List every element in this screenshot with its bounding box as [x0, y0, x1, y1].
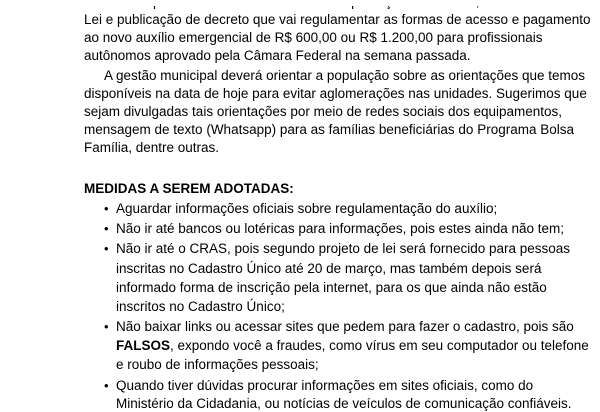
list-item-line: informado forma de inscrição pela internet, para os que ainda não estão: [116, 280, 547, 295]
paragraph-line: disponíveis na data de hoje para evitar aglomerações nas unidades. Sugerimos que: [84, 86, 587, 101]
paragraph-line: Família, dentre outras.: [84, 140, 220, 155]
bullet-icon: •: [104, 378, 109, 393]
list-item-line: Quando tiver dúvidas procurar informações em sites oficiais, como do: [116, 378, 534, 393]
list-item-line: FALSOS, expondo você a fraudes, como vírus em seu computador ou telefone: [116, 338, 589, 353]
paragraph-line: A gestão municipal deverá orientar a população sobre as orientações que temos: [104, 68, 586, 83]
bullet-icon: •: [104, 319, 109, 334]
list-item-line: Não baixar links ou acessar sites que pedem para fazer o cadastro, pois são: [116, 319, 574, 334]
emphasis-text: FALSOS: [116, 338, 171, 353]
bullet-icon: •: [104, 221, 109, 236]
paragraph-line: sejam divulgadas tais orientações por meio de redes sociais dos equipamentos,: [84, 104, 563, 119]
list-item-line: e roubo de informações pessoais;: [116, 357, 319, 372]
list-item-line: inscritas no Cadastro Único até 20 de março, mas também depois será: [116, 261, 542, 276]
list-item-line: inscritos no Cadastro Único;: [116, 299, 285, 314]
bullet-icon: •: [104, 241, 109, 256]
list-item-line: Ministério da Cidadania, ou notícias de veículos de comunicação confiáveis.: [116, 396, 572, 411]
paragraph-line: Lei e publicação de decreto que vai regulamentar as formas de acesso e pagamento: [84, 12, 591, 27]
list-item-line: Aguardar informações oficiais sobre regulamentação do auxílio;: [116, 201, 498, 216]
bullet-icon: •: [104, 201, 109, 216]
section-heading: MEDIDAS A SEREM ADOTADAS:: [84, 181, 294, 196]
page-top-edge: [0, 0, 600, 6]
paragraph-line: ao novo auxílio emergencial de R$ 600,00 ou R$ 1.200,00 para profissionais: [84, 30, 543, 45]
paragraph-line: mensagem de texto (Whatsapp) para as famílias beneficiárias do Programa Bolsa: [84, 122, 574, 137]
list-item-line: Não ir até bancos ou lotéricas para informações, pois estes ainda não tem;: [116, 221, 564, 236]
list-item-line: Não ir até o CRAS, pois segundo projeto de lei será fornecido para pessoas: [116, 241, 571, 256]
paragraph-line: autônomos aprovado pela Câmara Federal na semana passada.: [84, 48, 471, 63]
